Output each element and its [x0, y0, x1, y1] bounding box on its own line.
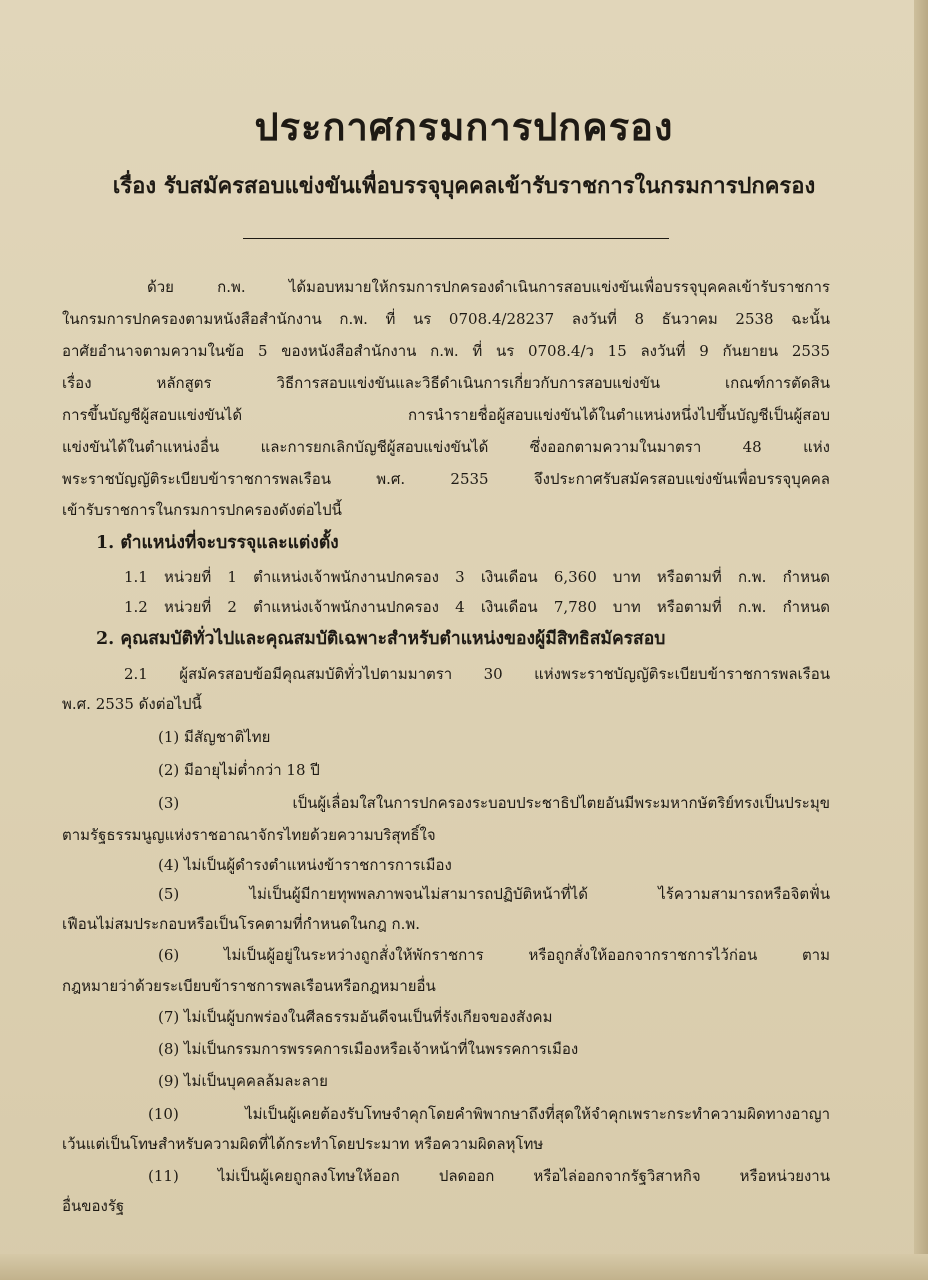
intro-line: เข้ารับราชการในกรมการปกครองดังต่อไปนี้ — [62, 501, 342, 519]
paper-edge-bottom — [0, 1254, 928, 1280]
position-item: 1.1 หน่วยที่ 1 ตำแหน่งเจ้าพนักงานปกครอง 3 เงินเดือน 6,360 บาท หรือตามที่ ก.พ. กำหนด — [124, 568, 830, 586]
qualification-item-cont: กฎหมายว่าด้วยระเบียบข้าราชการพลเรือนหรือกฎหมายอื่น — [62, 977, 436, 995]
qualification-item-cont: เฟือนไม่สมประกอบหรือเป็นโรคตามที่กำหนดในกฎ ก.พ. — [62, 915, 421, 933]
qualification-item: (6) ไม่เป็นผู้อยู่ในระหว่างถูกสั่งให้พักราชการ หรือถูกสั่งให้ออกจากราชการไว้ก่อน ตาม — [158, 946, 830, 964]
intro-line: อาศัยอำนาจตามความในข้อ 5 ของหนังสือสำนักงาน ก.พ. ที่ นร 0708.4/ว 15 ลงวันที่ 9 กันยายน 2535 — [62, 342, 830, 360]
qualification-item-cont: ตามรัฐธรรมนูญแห่งราชอาณาจักรไทยด้วยความบริสุทธิ์ใจ — [62, 826, 436, 844]
section-1-heading: 1. ตำแหน่งที่จะบรรจุและแต่งตั้ง — [96, 533, 339, 553]
qualification-item: (2) มีอายุไม่ต่ำกว่า 18 ปี — [158, 761, 320, 779]
qualification-item: (7) ไม่เป็นผู้บกพร่องในศีลธรรมอันดีจนเป็นที่รังเกียจของสังคม — [158, 1008, 553, 1026]
intro-line: พระราชบัญญัติระเบียบข้าราชการพลเรือน พ.ศ. 2535 จึงประกาศรับสมัครสอบแข่งขันเพื่อบรรจุบุคคล — [62, 470, 830, 488]
title-divider — [243, 238, 669, 239]
qualification-item: (3) เป็นผู้เลื่อมใสในการปกครองระบอบประชาธิปไตยอันมีพระมหากษัตริย์ทรงเป็นประมุข — [158, 794, 830, 812]
qualification-item: (4) ไม่เป็นผู้ดำรงตำแหน่งข้าราชการการเมือง — [158, 856, 452, 874]
section-2-heading: 2. คุณสมบัติทั่วไปและคุณสมบัติเฉพาะสำหรับตำแหน่งของผู้มีสิทธิสมัครสอบ — [96, 629, 666, 649]
intro-line: ในกรมการปกครองตามหนังสือสำนักงาน ก.พ. ที่ นร 0708.4/28237 ลงวันที่ 8 ธันวาคม 2538 ฉะนั้น — [62, 310, 830, 328]
item-2-1-cont: พ.ศ. 2535 ดังต่อไปนี้ — [62, 695, 202, 713]
document-subject: เรื่อง รับสมัครสอบแข่งขันเพื่อบรรจุบุคคลเข้ารับราชการในกรมการปกครอง — [112, 173, 816, 199]
intro-line: แข่งขันได้ในตำแหน่งอื่น และการยกเลิกบัญชีผู้สอบแข่งขันได้ ซึ่งออกตามความในมาตรา 48 แห่ง — [62, 438, 830, 456]
qualification-item: (8) ไม่เป็นกรรมการพรรคการเมืองหรือเจ้าหน้าที่ในพรรคการเมือง — [158, 1040, 579, 1058]
intro-line: ด้วย ก.พ. ได้มอบหมายให้กรมการปกครองดำเนินการสอบแข่งขันเพื่อบรรจุบุคคลเข้ารับราชการ — [147, 278, 830, 296]
qualification-item: (5) ไม่เป็นผู้มีกายทุพพลภาพจนไม่สามารถปฏิบัติหน้าที่ได้ ไร้ความสามารถหรือจิตฟั่น — [158, 885, 830, 903]
qualification-item: (11) ไม่เป็นผู้เคยถูกลงโทษให้ออก ปลดออก หรือไล่ออกจากรัฐวิสาหกิจ หรือหน่วยงาน — [148, 1167, 830, 1185]
intro-line: การขึ้นบัญชีผู้สอบแข่งขันได้ การนำรายชื่อผู้สอบแข่งขันได้ในตำแหน่งหนึ่งไปขึ้นบัญชีเป็นผู้สอบ — [62, 406, 830, 424]
qualification-item-cont: อื่นของรัฐ — [62, 1197, 125, 1215]
qualification-item: (10) ไม่เป็นผู้เคยต้องรับโทษจำคุกโดยคำพิพากษาถึงที่สุดให้จำคุกเพราะกระทำความผิดทางอาญา — [148, 1105, 830, 1123]
qualification-item: (1) มีสัญชาติไทย — [158, 728, 271, 746]
qualification-item-cont: เว้นแต่เป็นโทษสำหรับความผิดที่ได้กระทำโดยประมาท หรือความผิดลหุโทษ — [62, 1135, 544, 1153]
intro-line: เรื่อง หลักสูตร วิธีการสอบแข่งขันและวิธีดำเนินการเกี่ยวกับการสอบแข่งขัน เกณฑ์การตัดสิน — [62, 374, 830, 392]
document-title: ประกาศกรมการปกครอง — [254, 104, 674, 149]
qualification-item: (9) ไม่เป็นบุคคลล้มละลาย — [158, 1072, 328, 1090]
item-2-1: 2.1 ผู้สมัครสอบข้อมีคุณสมบัติทั่วไปตามมาตรา 30 แห่งพระราชบัญญัติระเบียบข้าราชการพลเรือน — [124, 665, 830, 683]
paper-edge-right — [914, 0, 928, 1280]
position-item: 1.2 หน่วยที่ 2 ตำแหน่งเจ้าพนักงานปกครอง 4 เงินเดือน 7,780 บาท หรือตามที่ ก.พ. กำหนด — [124, 598, 830, 616]
